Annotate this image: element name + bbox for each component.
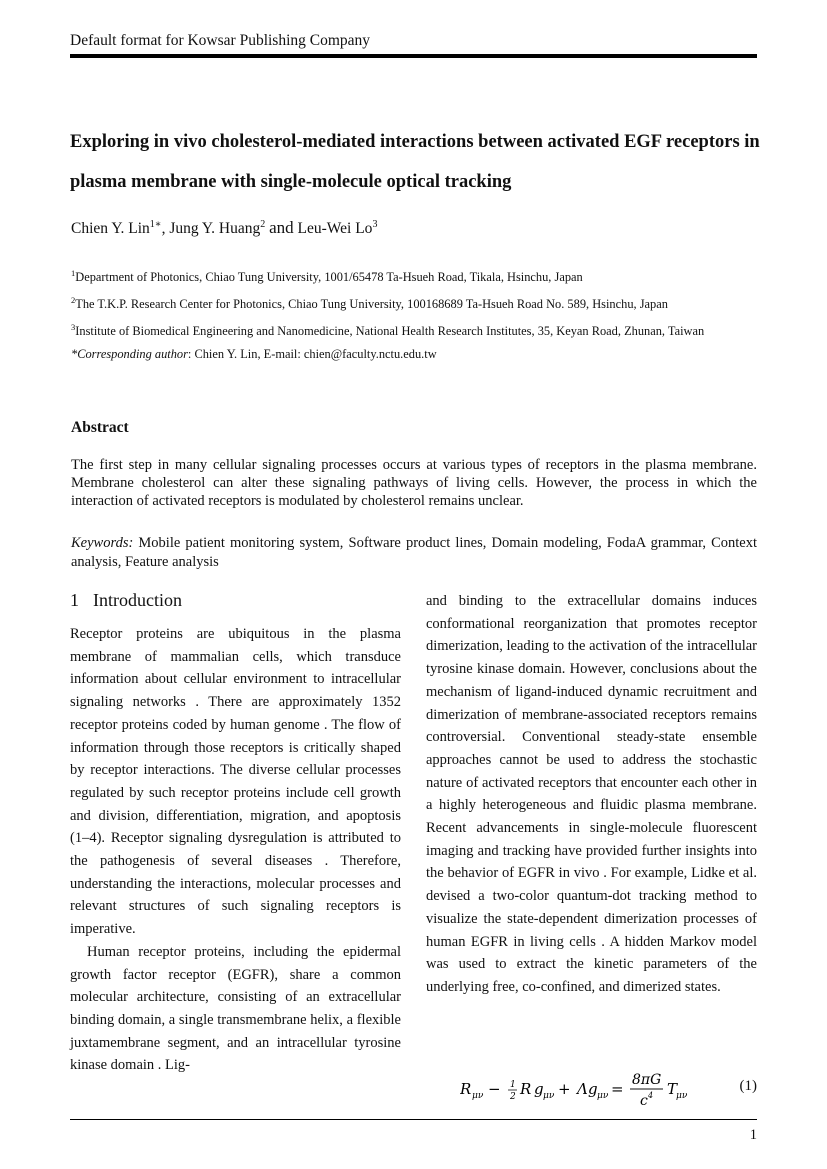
svg-text:g: g [588, 1080, 598, 1098]
keywords-label: Keywords: [71, 535, 134, 551]
svg-text:−: − [488, 1080, 501, 1098]
abstract-heading: Abstract [71, 419, 129, 436]
svg-text:μν: μν [472, 1091, 484, 1101]
affiliation-item [71, 289, 757, 316]
paper-title: Exploring in vivo cholesterol-mediated interactions between activated EGF receptors in plasma membrane with single-molecule optical tracking [70, 132, 760, 192]
svg-text:8πG: 8πG [632, 1072, 662, 1088]
affiliation-item [71, 262, 757, 289]
affiliations [71, 262, 757, 366]
author-and: and [269, 218, 294, 237]
body-paragraph: and binding to the extracellular domains induces conformational reorganization that promotes receptor dimerization, leading to the activation of the intracellular tyrosine kinase domain. However, conclusions about the mechanism of ligand-induced dynamic recruitment and dimerization of membrane-associated receptors remains controversial. Conventional steady-state ensemble approaches cannot be used to address the stochastic nature of activated receptors that encounter each other in a highly heterogeneous and fluidic plasma membrane. Recent advancements in single-molecule fluorescent imaging and tracking have provided further insights into the behavior of EGFR in vivo . For example, Lidke et al. devised a two-color quantum-dot tracking method to visualize the state-dependent dimerization processes of human EGFR in living cells . A hidden Markov model was used to extract the kinetic parameters of the underlying free, co-confined, and dimerized states. [426, 593, 757, 995]
author-separator: , [161, 220, 170, 237]
affiliation-text: Department of Photonics, Chiao Tung University, 1001/65478 Ta-Hsueh Road, Tikala, Hsinchu, Japan [75, 270, 583, 285]
svg-text:1: 1 [510, 1080, 516, 1090]
corresponding-author [71, 343, 757, 366]
affiliation-text: Institute of Biomedical Engineering and Nanomedicine, National Health Research Institutes, 35, Keyan Road, Zhunan, Taiwan [75, 324, 705, 339]
body-paragraph: Receptor proteins are ubiquitous in the plasma membrane of mammalian cells, which transduce information about cellular environment to intracellular signaling networks . There are approximately 1352 receptor proteins coded by human genome . The flow of information through those receptors is critically shaped by receptor interactions. The diverse cellular processes regulated by such receptor proteins include cell growth and division, differentiation, migration, and apoptosis (1–4). Receptor signaling dysregulation is attributed to the pathogenesis of several diseases . Therefore, understanding the interactions, molecular processes and relevant structures of such signaling receptors is imperative. [70, 626, 401, 938]
section-heading [70, 590, 182, 611]
keywords-text: Mobile patient monitoring system, Software product lines, Domain modeling, FodaA grammar, Context analysis, Feature analysis [71, 535, 757, 570]
svg-text:g: g [534, 1080, 544, 1098]
abstract-text: The first step in many cellular signaling processes occurs at various types of receptors in the plasma membrane. Membrane cholesterol can alter these signaling pathways of living cells. However, the process in which the interaction of activated receptors is modulated by cholesterol remains unclear. [71, 457, 757, 509]
running-header: Default format for Kowsar Publishing Company [70, 32, 371, 49]
corresponding-text: : Chien Y. Lin, E-mail: chien@faculty.nctu.edu.tw [187, 347, 437, 362]
author-affil-mark: 1∗ [149, 218, 162, 230]
author-affil-mark: 3 [372, 218, 378, 230]
affiliation-text: The T.K.P. Research Center for Photonics, Chiao Tung University, 100168689 Ta-Hsueh Road No. 589, Hsinchu, Japan [75, 297, 668, 312]
right-column [426, 590, 757, 999]
svg-text:μν: μν [543, 1091, 555, 1101]
author-name: Leu-Wei Lo [297, 220, 373, 237]
footer-rule [70, 1119, 757, 1120]
affiliation-mark: 2 [71, 295, 76, 306]
affiliation-mark: 3 [71, 322, 76, 333]
svg-text:2: 2 [510, 1092, 516, 1102]
page-number: 1 [749, 1127, 757, 1143]
section-number: 1 [70, 590, 79, 610]
header-rule [70, 54, 757, 58]
author-name: Chien Y. Lin [71, 220, 150, 237]
svg-text:+: + [558, 1080, 571, 1098]
svg-text:Λ: Λ [577, 1080, 588, 1098]
body-paragraph: Human receptor proteins, including the epidermal growth factor receptor (EGFR), share a common molecular architecture, consisting of an extracellular binding domain, a single transmembrane helix, a flexible juxtamembrane segment, and an intracellular tyrosine kinase domain . Lig- [70, 943, 401, 1074]
author-list [71, 218, 377, 238]
svg-text:R: R [460, 1080, 472, 1098]
affiliation-mark: 1 [71, 268, 76, 278]
svg-text:c: c [640, 1093, 648, 1108]
corresponding-label: *Corresponding author [71, 347, 188, 362]
equation-1 [460, 1070, 757, 1106]
author-affil-mark: 2 [260, 218, 266, 230]
svg-text:μν: μν [676, 1091, 688, 1101]
svg-text:T: T [667, 1080, 678, 1098]
equation-number: (1) [739, 1078, 757, 1094]
left-column [70, 623, 401, 1077]
section-title: Introduction [93, 590, 182, 610]
svg-text:R: R [520, 1080, 532, 1098]
equation-formula [460, 1070, 700, 1108]
svg-text:μν: μν [597, 1091, 609, 1101]
svg-text:4: 4 [648, 1091, 654, 1100]
keywords [71, 534, 757, 572]
svg-text:=: = [611, 1080, 624, 1098]
author-name: Jung Y. Huang [169, 220, 261, 237]
affiliation-item [71, 316, 757, 343]
